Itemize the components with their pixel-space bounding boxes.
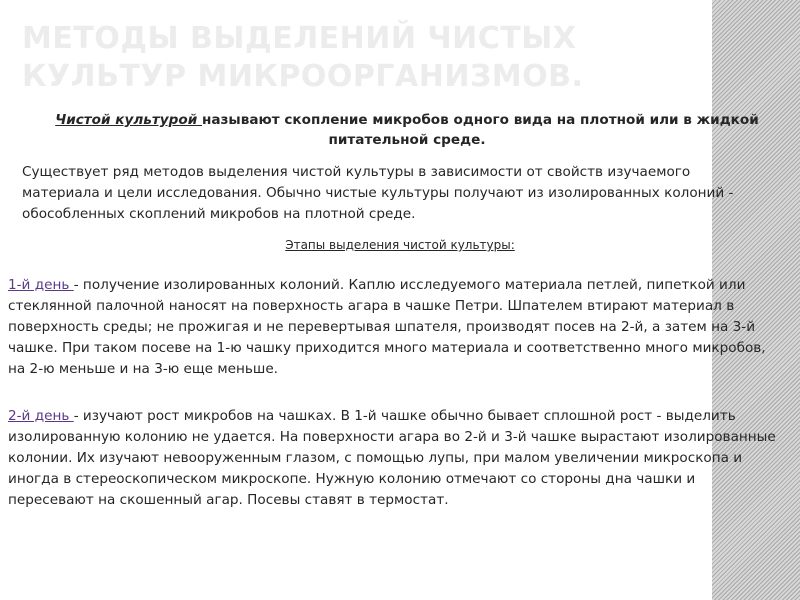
definition-term: Чистой культурой — [55, 112, 202, 128]
stage-day-1-label: 1-й день — [8, 277, 74, 293]
definition-text: называют скопление микробов одного вида на плотной или в жидкой питательной среде. — [201, 112, 759, 148]
stage-day-2 — [8, 406, 778, 511]
slide-title: МЕТОДЫ ВЫДЕЛЕНИЙ ЧИСТЫХ КУЛЬТУР МИКРООРГАНИЗМОВ. — [22, 21, 584, 94]
stages-heading: Этапы выделения чистой культуры: — [285, 238, 515, 252]
stage-day-2-label: 2-й день — [8, 408, 74, 424]
intro-paragraph: Существует ряд методов выделения чистой культуры в зависимости от свойств изучаемого материала и цели исследования. Обычно чистые культуры получают из изолированных колоний - обособленных скоплений микробов на плотной среде. — [22, 164, 734, 222]
stage-day-2-text: - изучают рост микробов на чашках. В 1-й чашке обычно бывает сплошной рост - выделить изолированную колонию не удается. На поверхности агара во 2-й и 3-й чашке вырастают изолированные колонии. Их изучают невооруженным глазом, с помощью лупы, при малом увеличении микроскопа и иногда в стереоскопическом микроскопе. Нужную колонию отмечают со стороны дна чашки и пересевают на скошенный агар. Посевы ставят в термостат. — [8, 408, 776, 508]
stage-day-1-text: - получение изолированных колоний. Каплю исследуемого материала петлей, пипеткой или стеклянной палочной наносят на поверхность агара в чашке Петри. Шпателем втирают материал в поверхность среды; не прожигая и не перевертывая шпателя, производят посев на 2-й, а затем на 3-й чашке. При таком посеве на 1-ю чашку приходится много материала и соответственно много микробов, на 2-ю меньше и на 3-ю еще меньше. — [8, 277, 766, 377]
definition-paragraph — [18, 110, 796, 150]
stage-day-1 — [8, 275, 778, 380]
